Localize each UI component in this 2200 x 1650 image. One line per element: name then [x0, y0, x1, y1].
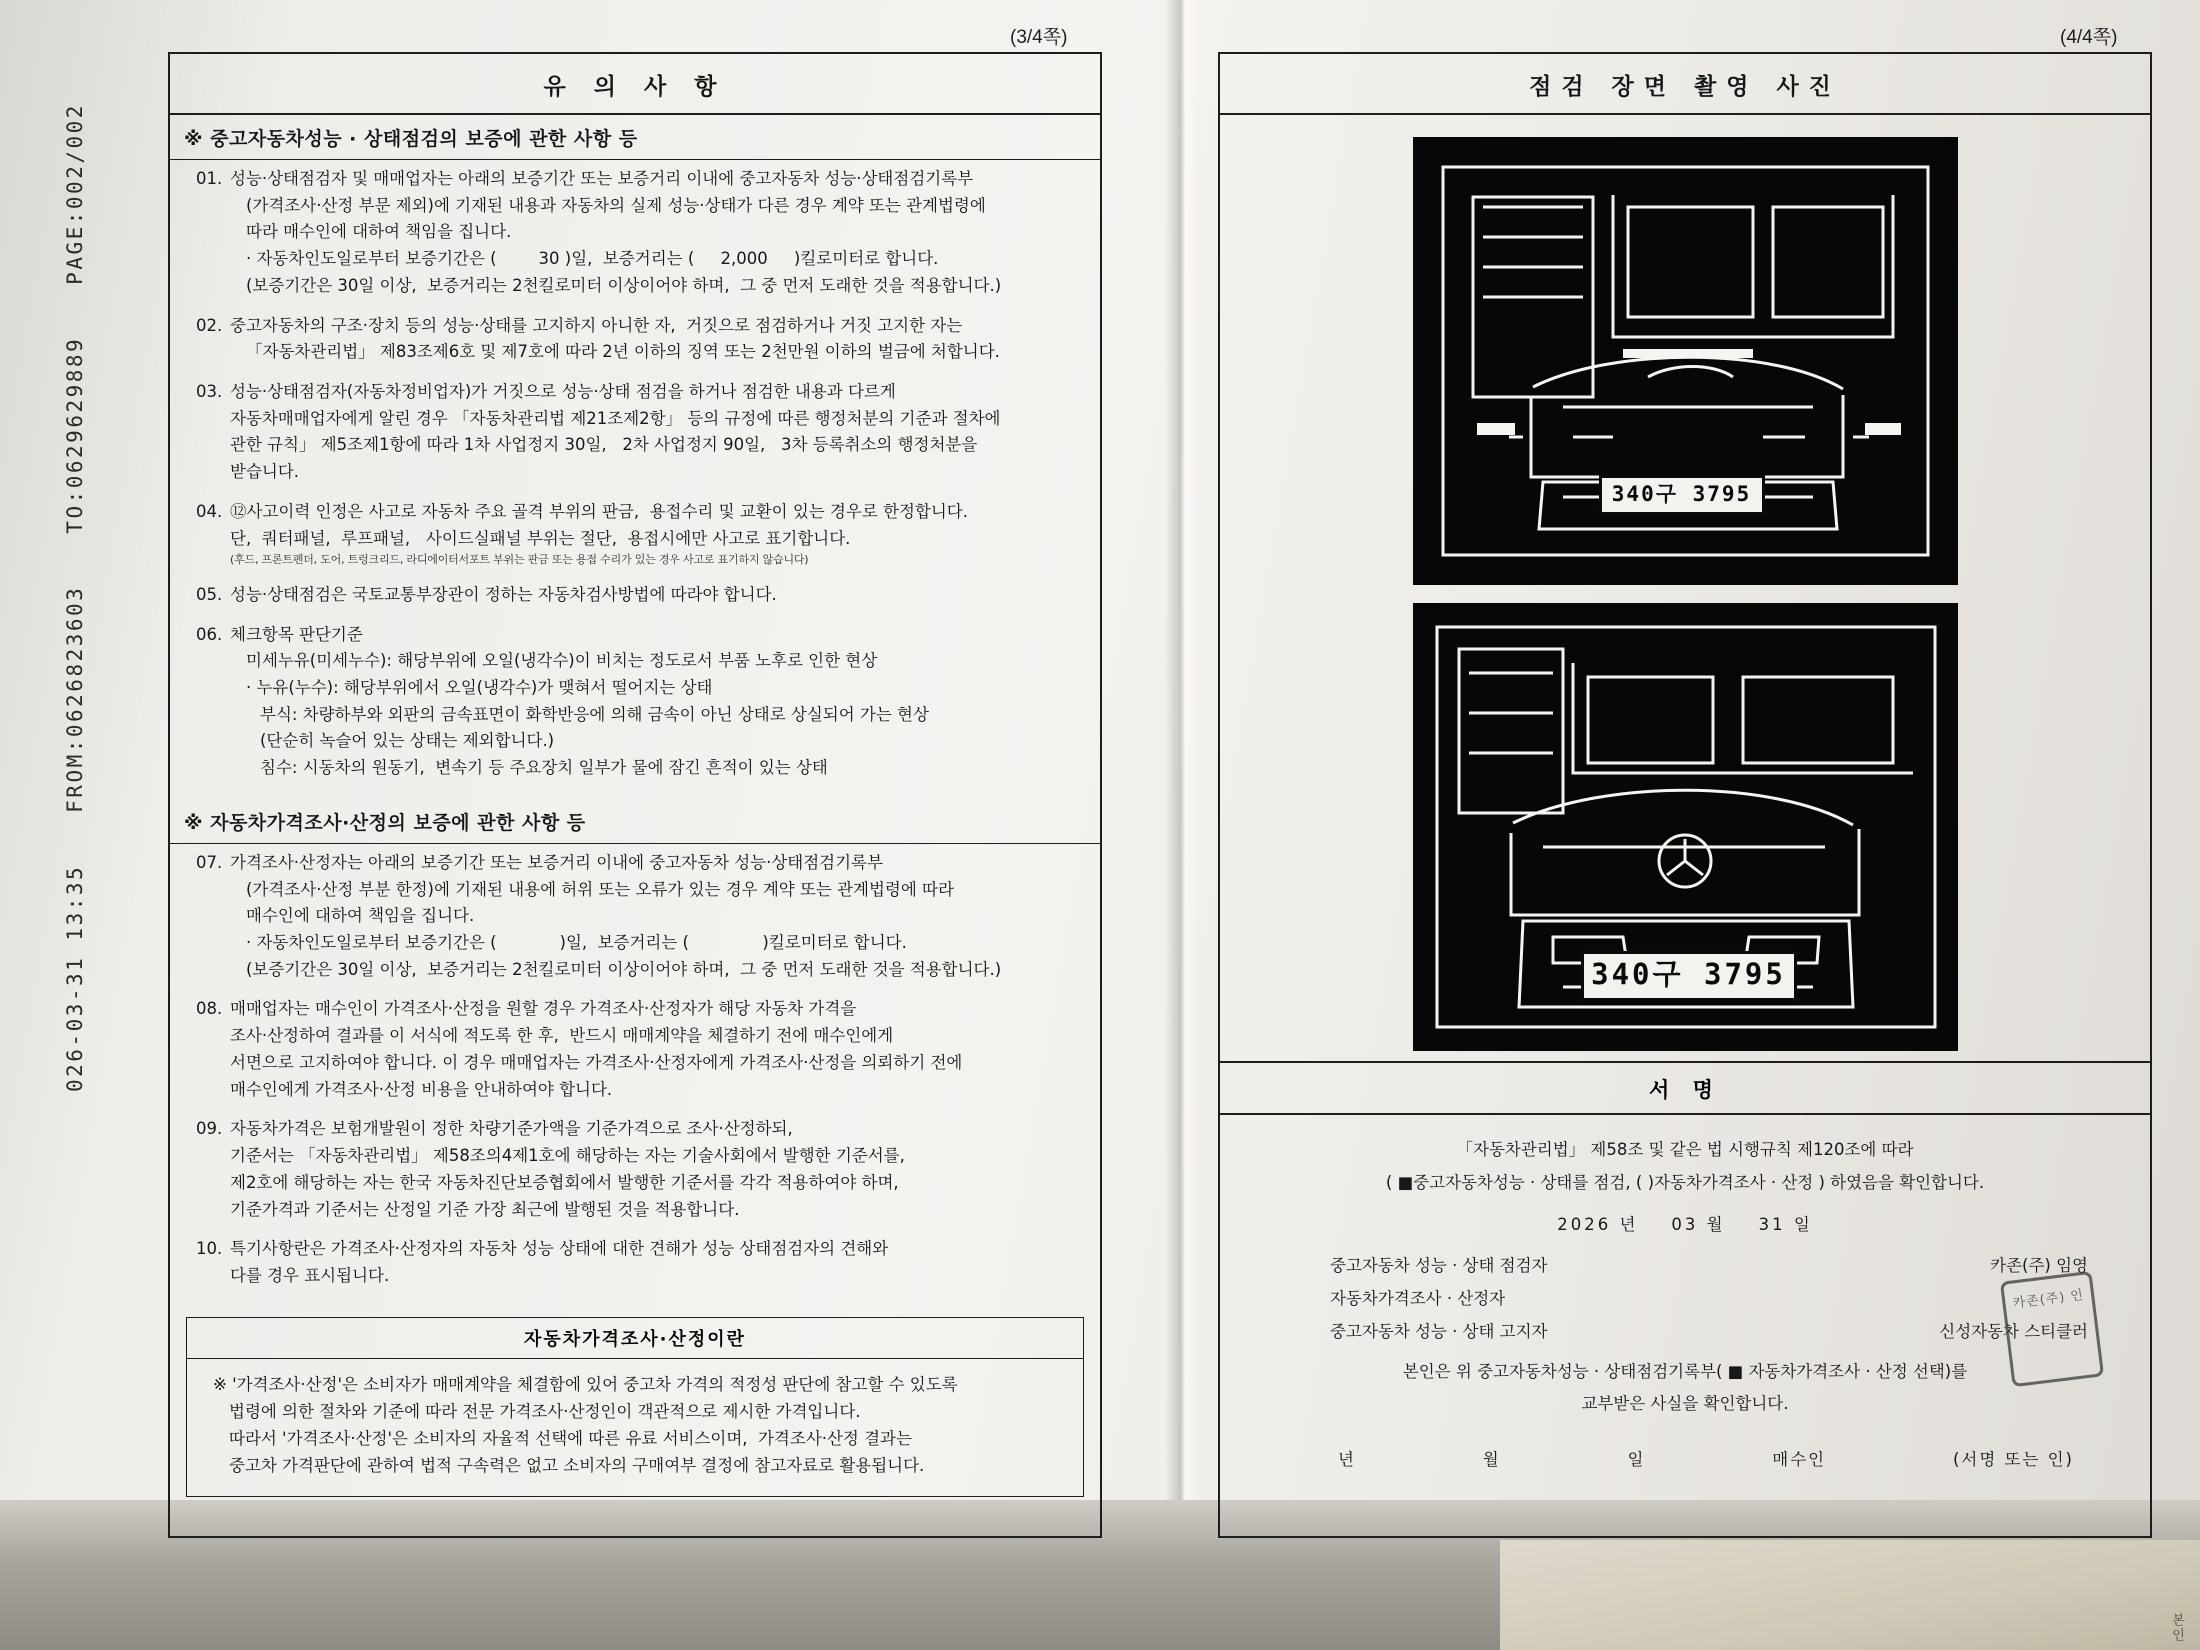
notice-item-number: 05.: [196, 584, 223, 604]
page-edge-note: 본인: [2169, 1613, 2184, 1643]
notice-item-text: [230, 1116, 1078, 1223]
notice-line: (후드, 프론트펜더, 도어, 트렁크리드, 라디에이터서포트 부위는 판금 또는 용접 수리가 있는 경우 사고로 표기하지 않습니다): [230, 553, 809, 567]
date-year: 2026: [1557, 1215, 1612, 1234]
buyer-day-label: 일: [1627, 1450, 1646, 1470]
notice-item-text: [230, 622, 1078, 782]
signer-name: 신성자동차 스티클러: [1939, 1322, 2088, 1341]
notice-line: 제2호에 해당하는 자는 한국 자동차진단보증협회에서 발행한 기준서를 각각 적용하여야 하며,: [230, 1172, 899, 1192]
notice-line: 관한 규칙」 제5조제1항에 따라 1차 사업정지 30일, 2차 사업정지 90일, 3차 등록취소의 행정처분을: [230, 435, 978, 455]
notice-line: 따라 매수인에 대하여 책임을 집니다.: [246, 222, 512, 242]
notice-item: [196, 499, 1078, 569]
notice-item-text: [230, 166, 1078, 300]
notice-line: 매매업자는 매수인이 가격조사·산정을 원할 경우 가격조사·산정자가 해당 자동차 가격을: [230, 999, 857, 1019]
notice-item-number: 04.: [196, 501, 223, 521]
price-definition-line: 중고차 가격판단에 관하여 법적 구속력은 없고 소비자의 구매여부 결정에 참고자료로 활용됩니다.: [229, 1456, 925, 1476]
section-head-warranty-inspection: ※ 중고자동차성능 · 상태점검의 보증에 관한 사항 등: [170, 115, 1100, 160]
notice-line: (보증기간은 30일 이상, 보증거리는 2천킬로미터 이상이어야 하며, 그 중 먼저 도래한 것을 적용합니다.): [246, 275, 1002, 295]
date-day-label: 일: [1793, 1215, 1813, 1234]
fax-to: TO:0629629889: [63, 336, 87, 534]
front-view-photo: [1413, 137, 1958, 585]
date-day: 31: [1758, 1215, 1786, 1234]
section-head-warranty-price: ※ 자동차가격조사·산정의 보증에 관한 사항 등: [170, 799, 1100, 844]
front-license-plate: 340구 3795: [1599, 475, 1765, 515]
notice-item-number: 07.: [196, 852, 223, 872]
signer-rows: [1260, 1249, 2110, 1348]
buyer-signature-row: [1260, 1420, 2110, 1470]
signer-row: [1260, 1315, 2110, 1348]
notice-line: 기준서는 「자동차관리법」 제58조의4제1호에 해당하는 자는 기술사회에서 발행한 기준서를,: [230, 1146, 905, 1166]
law-reference-line: 「자동차관리법」 제58조 및 같은 법 시행규칙 제120조에 따라: [1456, 1140, 1914, 1159]
right-page-number: (4/4쪽): [2060, 27, 2118, 48]
notice-line: 기준가격과 기준서는 산정일 기준 가장 최근에 발행된 것을 적용합니다.: [230, 1199, 740, 1219]
notice-line: (가격조사·산정 부분 한정)에 기재된 내용에 허위 또는 오류가 있는 경우 계약 또는 관계법령에 따라: [246, 879, 954, 899]
signer-role-label: 중고자동차 성능 · 상태 점검자: [1330, 1256, 1548, 1275]
notice-item-text: [230, 1236, 1078, 1289]
notice-item-number: 03.: [196, 382, 223, 402]
paper-fold-crease: [1165, 0, 1199, 1570]
notice-item-text: [230, 582, 1078, 609]
notice-item: [196, 622, 1078, 782]
notice-line: 미세누유(미세누수): 해당부위에 오일(냉각수)이 비치는 정도로서 부품 노후로 인한 현상: [246, 651, 878, 671]
notice-item: [196, 1236, 1078, 1289]
notice-line: 성능·상태점검자 및 매매업자는 아래의 보증기간 또는 보증거리 이내에 중고자동차 성능·상태점검기록부: [230, 169, 974, 188]
buyer-label: 매수인: [1772, 1450, 1827, 1470]
notice-item: [196, 379, 1078, 486]
signer-row: [1260, 1282, 2110, 1315]
paper-corner-overlap: [1500, 1540, 2200, 1650]
notice-item: [196, 582, 1078, 609]
notice-item-text: [230, 313, 1078, 366]
notice-line: 자동차가격은 보험개발원이 정한 차량기준가액을 기준가격으로 조사·산정하되,: [230, 1119, 793, 1139]
rear-license-plate: 340구 3795: [1581, 951, 1797, 1001]
signature-date-row: [1260, 1211, 2110, 1235]
notice-line: (보증기간은 30일 이상, 보증거리는 2천킬로미터 이상이어야 하며, 그 중 먼저 도래한 것을 적용합니다.): [246, 959, 1002, 979]
notice-items-group-2: [170, 844, 1100, 1307]
notice-line: · 자동차인도일로부터 보증기간은 ( )일, 보증거리는 ( )킬로미터로 합니다.: [246, 933, 907, 953]
notice-line: 단, 쿼터패널, 루프패널, 사이드실패널 부위는 절단, 용접시에만 사고로 표기합니다.: [230, 528, 851, 548]
notice-item: [196, 996, 1078, 1103]
notice-item-number: 01.: [196, 169, 223, 188]
notice-item-text: [230, 996, 1078, 1103]
notice-line: 중고자동차의 구조·장치 등의 성능·상태를 고지하지 아니한 자, 거짓으로 점검하거나 거짓 고지한 자는: [230, 315, 963, 335]
notice-item-number: 06.: [196, 624, 223, 644]
notice-item-text: [230, 850, 1078, 984]
rear-view-photo: [1413, 603, 1958, 1051]
date-year-label: 년: [1619, 1215, 1639, 1234]
price-definition-title: 자동차가격조사·산정이란: [187, 1318, 1083, 1359]
notice-line: · 자동차인도일로부터 보증기간은 ( 30 )일, 보증거리는 ( 2,000 )킬로미터로 합니다.: [246, 249, 939, 269]
date-month-label: 월: [1706, 1215, 1726, 1234]
notice-line: 다를 경우 표시됩니다.: [230, 1265, 390, 1285]
notice-item-number: 02.: [196, 315, 223, 335]
notice-line: 자동차매매업자에게 알린 경우 「자동차관리법 제21조제2항」 등의 규정에 따른 행정처분의 기준과 절차에: [230, 408, 1001, 428]
notice-line: 성능·상태점검자(자동차정비업자)가 거짓으로 성능·상태 점검을 하거나 점검한 내용과 다르게: [230, 382, 896, 402]
fax-page-counter: PAGE:002/002: [63, 103, 87, 285]
inspection-photos: [1220, 115, 2150, 1061]
price-definition-line: ※ '가격조사·산정'은 소비자가 매매계약을 체결함에 있어 중고차 가격의 적정성 판단에 참고할 수 있도록: [213, 1374, 958, 1394]
notice-item-number: 10.: [196, 1239, 223, 1259]
buyer-confirm-line: 본인은 위 중고자동차성능 · 상태점검기록부( ■ 자동차가격조사 · 산정 선택)를: [1402, 1362, 1968, 1381]
notice-line: 서면으로 고지하여야 합니다. 이 경우 매매업자는 가격조사·산정자에게 가격조사·산정을 의뢰하기 전에: [230, 1052, 963, 1072]
notice-items-group-1: [170, 160, 1100, 799]
right-sheet-title: 점검 장면 촬영 사진: [1220, 54, 2150, 115]
fax-from: FROM:0626823603: [63, 585, 87, 813]
signer-row: [1260, 1249, 2110, 1282]
signer-role-label: 중고자동차 성능 · 상태 고지자: [1330, 1322, 1548, 1341]
signer-role-label: 자동차가격조사 · 산정자: [1330, 1289, 1506, 1308]
notice-item: [196, 850, 1078, 984]
notice-item: [196, 166, 1078, 300]
notice-line: 체크항목 판단기준: [230, 624, 363, 644]
buyer-confirm-line: 교부받은 사실을 확인합니다.: [1581, 1394, 1789, 1414]
fax-datetime: 026-03-31 13:35: [63, 864, 87, 1092]
notice-item-number: 08.: [196, 999, 223, 1019]
notice-item-text: [230, 379, 1078, 486]
notice-line: 성능·상태점검은 국토교통부장관이 정하는 자동차검사방법에 따라야 합니다.: [230, 584, 777, 604]
notice-item-number: 09.: [196, 1119, 223, 1139]
inspection-confirm-line: ( ■중고자동차성능 · 상태를 점검, ( )자동차가격조사 · 산정 ) 하였음을 확인합니다.: [1385, 1173, 1985, 1192]
notice-item: [196, 1116, 1078, 1223]
notice-line: (단순히 녹슬어 있는 상태는 제외합니다.): [260, 731, 555, 751]
buyer-year-label: 년: [1338, 1450, 1356, 1470]
notice-line: 매수인에게 가격조사·산정 비용을 안내하여야 합니다.: [230, 1079, 613, 1099]
notice-line: ⑫사고이력 인정은 사고로 자동차 주요 골격 부위의 판금, 용접수리 및 교환이 있는 경우로 한정합니다.: [230, 501, 968, 521]
notice-item: [196, 313, 1078, 366]
buyer-confirmation-text: [1260, 1356, 2110, 1420]
notice-line: 특기사항란은 가격조사·산정자의 자동차 성능 상태에 대한 견해가 성능 상태점검자의 견해와: [230, 1239, 889, 1259]
notice-line: 부식: 차량하부와 외판의 금속표면이 화학반응에 의해 금속이 아닌 상태로 상실되어 가는 현상: [260, 704, 929, 724]
date-month: 03: [1671, 1215, 1699, 1234]
price-definition-line: 법령에 의한 절차와 기준에 따라 전문 가격조사·산정인이 객관적으로 제시한 가격입니다.: [229, 1401, 861, 1421]
notice-line: 받습니다.: [230, 462, 300, 482]
buyer-sign-label: (서명 또는 인): [1952, 1450, 2074, 1470]
left-sheet-title: 유 의 사 항: [170, 54, 1100, 115]
notice-line: 「자동차관리법」 제83조제6호 및 제7호에 따라 2년 이하의 징역 또는 2천만원 이하의 벌금에 처합니다.: [246, 342, 1000, 362]
signature-section-title: 서 명: [1220, 1061, 2150, 1115]
notice-item-text: [230, 499, 1078, 569]
notice-line: · 누유(누수): 해당부위에서 오일(냉각수)가 맺혀서 떨어지는 상태: [246, 678, 713, 697]
notice-line: 매수인에 대하여 책임을 집니다.: [246, 906, 475, 926]
buyer-month-label: 월: [1482, 1450, 1501, 1470]
price-definition-text: [187, 1359, 1083, 1486]
left-page-number: (3/4쪽): [1010, 27, 1068, 48]
notice-line: 가격조사·산정자는 아래의 보증기간 또는 보증거리 이내에 중고자동차 성능·상태점검기록부: [230, 852, 883, 872]
right-document-sheet: [1218, 52, 2152, 1538]
price-definition-line: 따라서 '가격조사·산정'은 소비자의 자율적 선택에 따른 유료 서비스이며, 가격조사·산정 결과는: [229, 1429, 912, 1449]
notice-line: (가격조사·산정 부문 제외)에 기재된 내용과 자동차의 실제 성능·상태가 다른 경우 계약 또는 관계법령에: [246, 195, 986, 215]
notice-line: 침수: 시동차의 원동기, 변속기 등 주요장치 일부가 물에 잠긴 흔적이 있는 상태: [260, 758, 828, 778]
price-definition-box: [186, 1317, 1084, 1497]
left-document-sheet: [168, 52, 1102, 1538]
company-seal-stamp: 카존(주) 인: [2000, 1271, 2104, 1387]
notice-line: 조사·산정하여 결과를 이 서식에 적도록 한 후, 반드시 매매계약을 체결하기 전에 매수인에게: [230, 1026, 894, 1046]
fax-header-strip: [63, 103, 87, 1092]
signer-name: 카존(주) 임영: [1990, 1256, 2088, 1275]
